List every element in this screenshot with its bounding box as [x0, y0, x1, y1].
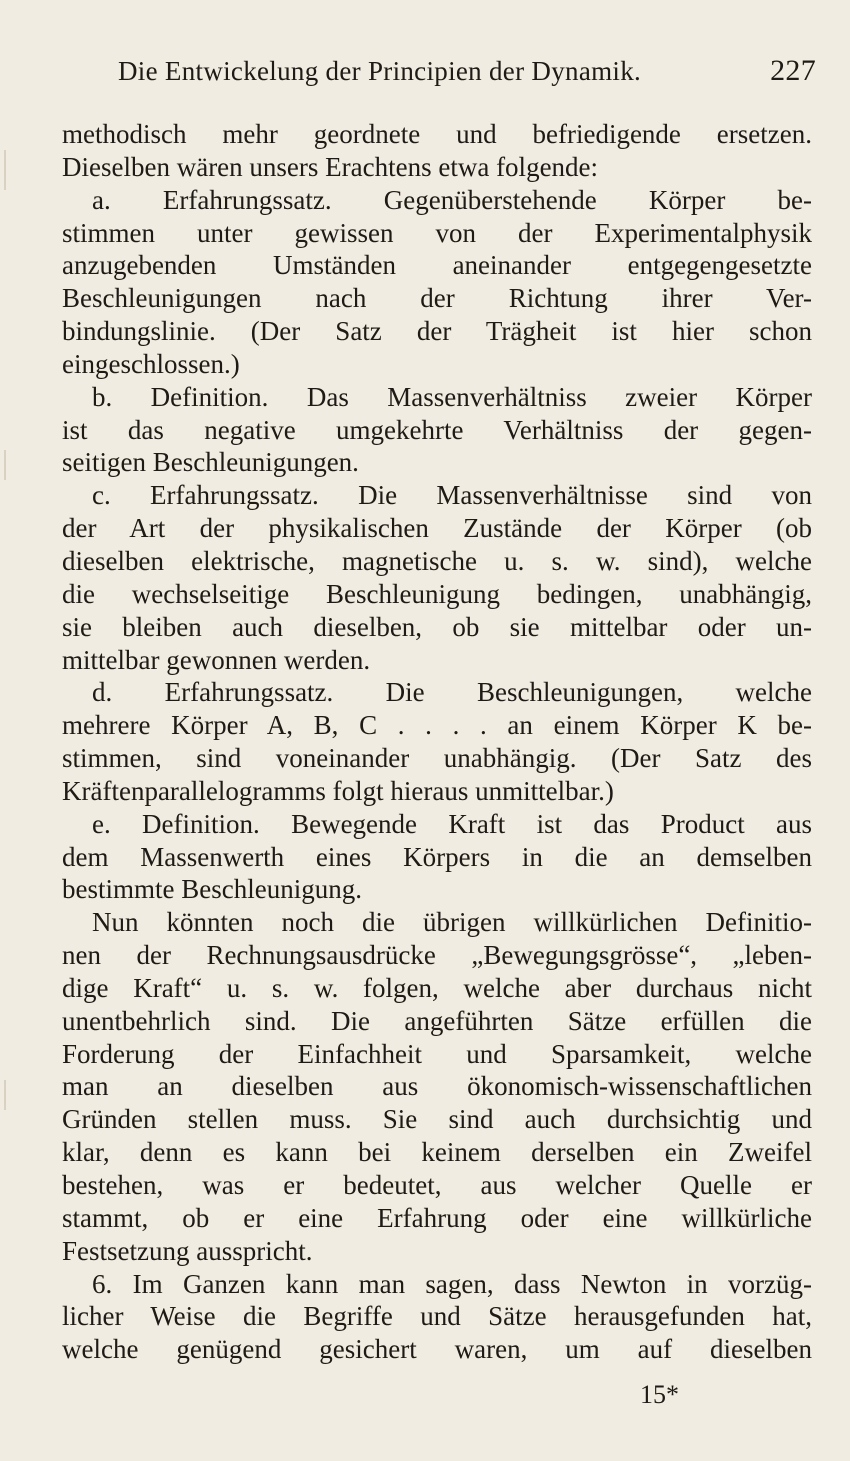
text-line: bestimmte Beschleunigung. — [62, 874, 362, 905]
text-line: eingeschlossen.) — [62, 348, 240, 379]
text-line: dieselben elektrische, magnetische u. s. w. sind), welche — [62, 545, 812, 576]
text-line: anzugebenden Umständen aneinander entgegengesetzte — [62, 250, 812, 281]
page-number: 227 — [770, 54, 816, 87]
text-line: Forderung der Einfachheit und Sparsamkeit, welche — [62, 1038, 812, 1069]
text-line: methodisch mehr geordnete und befriedigende ersetzen. — [62, 119, 812, 149]
margin-shadow — [4, 150, 6, 190]
text-line: e. Definition. Bewegende Kraft ist das Product aus — [92, 808, 812, 839]
text-line: welche genügend gesichert waren, um auf dieselben — [62, 1334, 812, 1365]
text-line: Kräftenparallelogramms folgt hieraus unmittelbar.) — [62, 775, 614, 806]
text-line: dige Kraft“ u. s. w. folgen, welche aber durchaus nicht — [62, 972, 812, 1003]
text-line: seitigen Beschleunigungen. — [62, 447, 359, 478]
text-line: stammt, ob er eine Erfahrung oder eine willkürliche — [62, 1202, 812, 1233]
text-line: stimmen, sind voneinander unabhängig. (Der Satz des — [62, 743, 812, 774]
text-line: Beschleunigungen nach der Richtung ihrer Ver- — [62, 283, 812, 314]
text-line: licher Weise die Begriffe und Sätze herausgefunden hat, — [62, 1301, 812, 1332]
text-line: d. Erfahrungssatz. Die Beschleunigungen, welche — [92, 677, 812, 708]
text-line: stimmen unter gewissen von der Experimentalphysik — [62, 217, 812, 248]
text-line: bestehen, was er bedeutet, aus welcher Quelle er — [62, 1170, 812, 1200]
text-line: a. Erfahrungssatz. Gegenüberstehende Körper be- — [92, 184, 812, 215]
text-line: unentbehrlich sind. Die angeführten Sätze erfüllen die — [62, 1005, 812, 1036]
text-line: klar, denn es kann bei keinem derselben ein Zweifel — [62, 1137, 812, 1168]
text-line: Gründen stellen muss. Sie sind auch durchsichtig und — [62, 1104, 812, 1135]
text-line: man an dieselben aus ökonomisch-wissenschaftlichen — [62, 1071, 812, 1102]
text-line: Festsetzung ausspricht. — [62, 1235, 313, 1266]
text-line: ist das negative umgekehrte Verhältniss der gegen- — [62, 414, 812, 445]
text-line: c. Erfahrungssatz. Die Massenverhältnisse sind von — [92, 480, 812, 511]
text-line: der Art der physikalischen Zustände der Körper (ob — [62, 513, 812, 544]
text-line: die wechselseitige Beschleunigung bedingen, unabhängig, — [62, 578, 812, 609]
margin-shadow — [4, 1080, 6, 1110]
text-line: Nun könnten noch die übrigen willkürlichen Definitio- — [92, 907, 812, 938]
text-line: dem Massenwerth eines Körpers in die an demselben — [62, 841, 812, 872]
text-line: nen der Rechnungsausdrücke „Bewegungsgrösse“, „leben- — [62, 940, 812, 971]
running-header — [118, 56, 816, 96]
signature-mark: 15* — [640, 1380, 679, 1409]
running-title: Die Entwickelung der Principien der Dynamik. — [118, 56, 642, 86]
text-line: bindungslinie. (Der Satz der Trägheit ist hier schon — [62, 316, 812, 347]
text-line: sie bleiben auch dieselben, ob sie mittelbar oder un- — [62, 611, 812, 642]
text-line: 6. Im Ganzen kann man sagen, dass Newton in vorzüg- — [92, 1268, 812, 1299]
margin-shadow — [4, 450, 6, 480]
body-text — [62, 118, 812, 1366]
text-line: mittelbar gewonnen werden. — [62, 644, 371, 675]
text-line: b. Definition. Das Massenverhältniss zweier Körper — [92, 381, 812, 412]
text-line: mehrere Körper A, B, C . . . . an einem Körper K be- — [62, 710, 812, 741]
text-line: Dieselben wären unsers Erachtens etwa folgende: — [62, 151, 599, 182]
